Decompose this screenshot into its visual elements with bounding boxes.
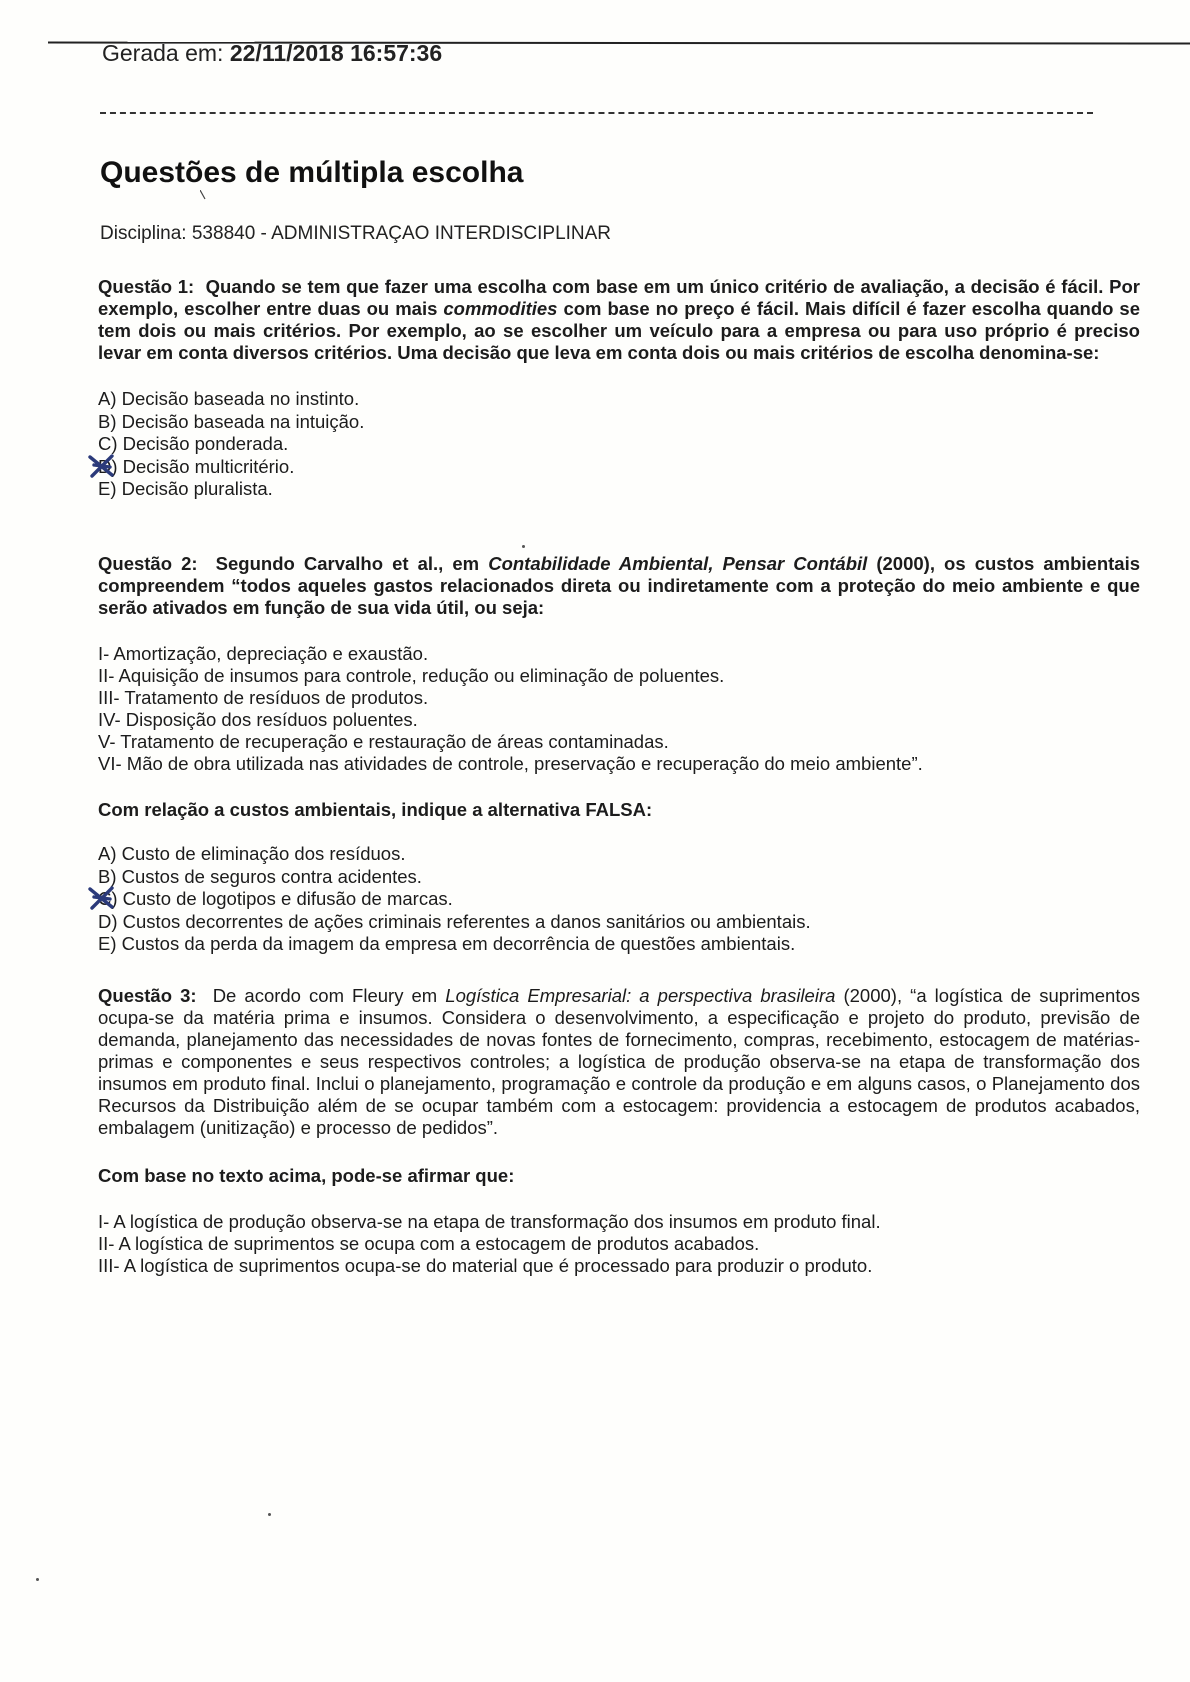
question-1-options	[98, 388, 1140, 501]
option-b[interactable]: B) Custos de seguros contra acidentes.	[98, 865, 422, 887]
scan-speck	[522, 545, 525, 548]
question-2-options	[98, 843, 1140, 956]
option-c-label: C) Custo de logotipos e difusão de marcas.	[98, 888, 453, 909]
question-1	[98, 276, 1140, 501]
dashed-divider	[100, 112, 1093, 114]
scan-speck	[268, 1513, 271, 1516]
option-c[interactable]	[98, 888, 1140, 911]
statement-ii: II- A logística de suprimentos se ocupa com a estocagem de produtos acabados.	[98, 1233, 760, 1254]
option-d-label: D) Decisão multicritério.	[98, 455, 295, 477]
option-c[interactable]: C) Decisão ponderada.	[98, 433, 289, 454]
statement-i: I- A logística de produção observa-se na etapa de transformação dos insumos em produto final.	[98, 1211, 881, 1232]
option-b[interactable]: B) Decisão baseada na intuição.	[98, 410, 365, 432]
question-3-text	[98, 985, 1140, 1139]
statement-iii: III- Tratamento de resíduos de produtos.	[98, 687, 429, 708]
statement-iii: III- A logística de suprimentos ocupa-se do material que é processado para produzir o produto.	[98, 1255, 873, 1276]
question-1-text-em: commodities	[443, 298, 558, 319]
question-2-label: Questão 2:	[98, 553, 198, 574]
pen-x-mark-icon	[86, 885, 120, 911]
question-1-label: Questão 1:	[98, 276, 195, 297]
question-3-items	[98, 1211, 1140, 1277]
option-a[interactable]: A) Custo de eliminação dos resíduos.	[98, 843, 406, 864]
question-2-prompt: Com relação a custos ambientais, indique a alternativa FALSA:	[98, 799, 653, 820]
question-3	[98, 985, 1140, 1277]
scan-speck	[36, 1578, 39, 1581]
question-3-prompt: Com base no texto acima, pode-se afirmar que:	[98, 1165, 515, 1186]
question-3-text-em: Logística Empresarial: a perspectiva brasileira	[445, 985, 836, 1006]
question-3-text-a: De acordo com Fleury em	[212, 985, 438, 1006]
question-2	[98, 553, 1140, 956]
statement-ii: II- Aquisição de insumos para controle, redução ou eliminação de poluentes.	[98, 665, 725, 686]
generated-label: Gerada em:	[102, 40, 224, 66]
discipline-line: Disciplina: 538840 - ADMINISTRAÇAO INTERDISCIPLINAR	[100, 223, 612, 244]
question-2-text	[98, 553, 1140, 619]
question-3-label: Questão 3:	[98, 985, 197, 1006]
question-3-text-b: (2000), “a logística de suprimentos ocupa-se da matéria prima e insumos. Considera o desenvolvimento, a especificação e projeto do produto, previsão de demanda, planejamento das necessidades de novas fontes de fornecimento, compras, recebimento, estocagem de matérias-primas e componentes e seus respectivos controles; a logística de produção observa-se na etapa de transformação dos insumos em produto final. Inclui o planejamento, programação e controle da produção e em alguns casos, o Planejamento dos Recursos da Distribuição além de se ocupar também com a estocagem: providencia a estocagem de produtos acabados, embalagem (unitização) e processo de pedidos”.	[98, 985, 1141, 1138]
option-d[interactable]: D) Custos decorrentes de ações criminais referentes a danos sanitários ou ambientais.	[98, 910, 811, 932]
question-2-items	[98, 643, 1140, 775]
option-d[interactable]	[98, 456, 1140, 479]
question-1-text	[98, 276, 1140, 364]
stray-pen-mark	[200, 190, 206, 200]
generated-line	[102, 40, 442, 67]
option-e[interactable]: E) Custos da perda da imagem da empresa em decorrência de questões ambientais.	[98, 933, 796, 954]
question-1-text-b: com base no preço é fácil. Mais difícil é fazer escolha quando se tem dois ou mais critérios. Por exemplo, ao se escolher um veículo para a empresa ou para uso próprio é preciso levar em conta diversos critérios. Uma decisão que leva em conta dois ou mais critérios de escolha denomina-se:	[98, 298, 1140, 363]
pen-x-mark-icon	[86, 453, 120, 479]
generated-value: 22/11/2018 16:57:36	[229, 40, 443, 66]
option-e[interactable]: E) Decisão pluralista.	[98, 478, 273, 499]
statement-i: I- Amortização, depreciação e exaustão.	[98, 643, 429, 664]
question-2-text-a: Segundo Carvalho et al., em	[215, 553, 480, 574]
option-a[interactable]: A) Decisão baseada no instinto.	[98, 388, 360, 409]
statement-v: V- Tratamento de recuperação e restauração de áreas contaminadas.	[98, 731, 669, 752]
question-2-text-em: Contabilidade Ambiental, Pensar Contábil	[488, 553, 868, 574]
page-title: Questões de múltipla escolha	[100, 156, 524, 189]
statement-vi: VI- Mão de obra utilizada nas atividades de controle, preservação e recuperação do meio ambiente”.	[98, 753, 923, 774]
question-1-text-a: Quando se tem que fazer uma escolha com base em um único critério de avaliação, a decisão é fácil. Por exemplo, escolher entre duas ou mais	[98, 276, 1141, 319]
question-2-text-b: (2000), os custos ambientais compreendem “todos aqueles gastos relacionados direta ou indiretamente com a proteção do meio ambiente e que serão ativados em função de sua vida útil, ou seja:	[98, 553, 1141, 618]
statement-iv: IV- Disposição dos resíduos poluentes.	[98, 709, 418, 730]
